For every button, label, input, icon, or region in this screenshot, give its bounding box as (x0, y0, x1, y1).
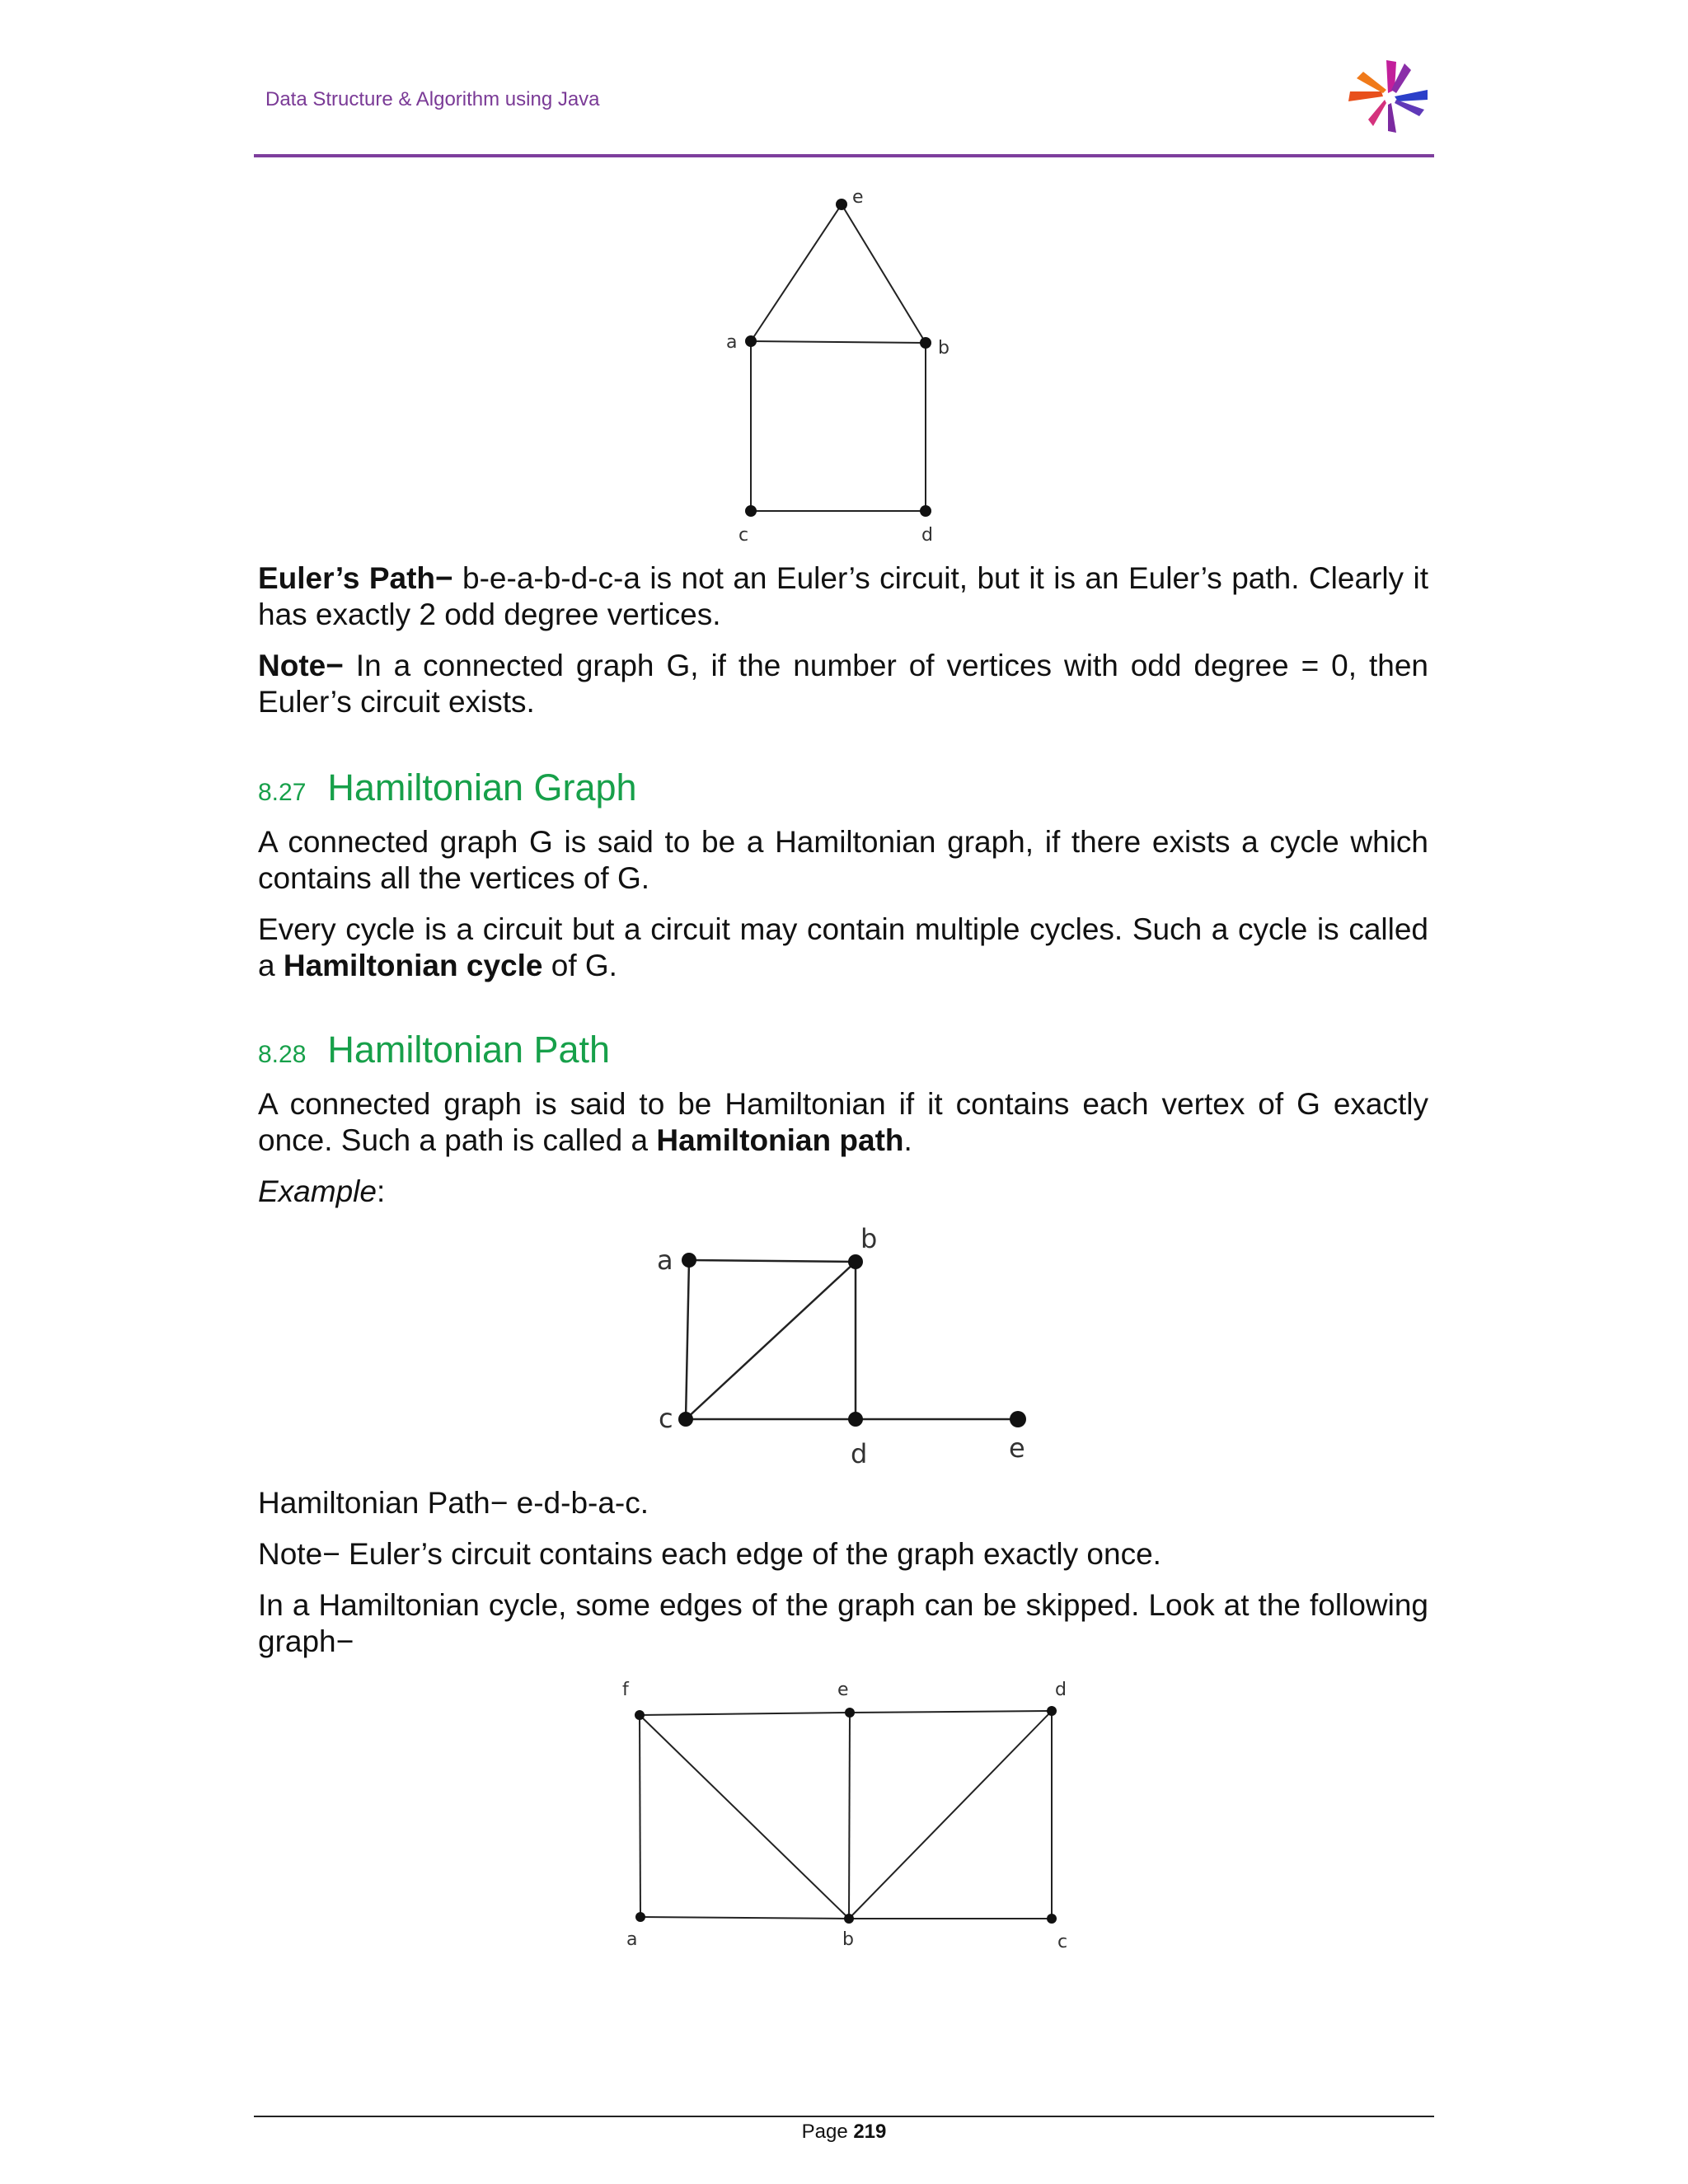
vertex-b (848, 1254, 863, 1269)
figure-hamiltonian-cycle-graph (610, 1673, 1080, 1961)
section-heading-8-27 (258, 766, 637, 809)
vertex-label-a: a (626, 1929, 638, 1950)
euler-path-text: b-e-a-b-d-c-a is not an Euler’s circuit, but it is an Euler’s path. Clearly it has exactly 2 odd degree vertices. (258, 561, 1428, 631)
vertex-c (1047, 1914, 1057, 1924)
hamiltonian-cycle-skip-text: In a Hamiltonian cycle, some edges of the graph can be skipped. Look at the following graph− (258, 1588, 1428, 1658)
vertex-label-a: a (657, 1244, 673, 1276)
vertex-label-c: c (738, 525, 749, 546)
vertex-label-b: b (938, 338, 950, 359)
hamiltonian-graph-definition (258, 824, 1428, 897)
edge-a-b (689, 1260, 856, 1262)
vertex-e (836, 199, 847, 210)
vertex-label-d: d (1055, 1680, 1067, 1700)
vertex-label-c: c (1057, 1932, 1068, 1952)
example-colon: : (376, 1174, 386, 1208)
page-footer (0, 2121, 1688, 2144)
hamiltonian-cycle-term: Hamiltonian cycle (283, 949, 543, 982)
vertex-b (920, 337, 931, 349)
vertex-c (745, 505, 757, 517)
note-text: In a connected graph G, if the number of vertices with odd degree = 0, then Euler’s circuit exists. (258, 649, 1428, 719)
example-label (258, 1174, 1428, 1210)
vertex-label-f: f (622, 1680, 629, 1700)
vertex-d (920, 505, 931, 517)
hamiltonian-path-term: Hamiltonian path (656, 1123, 904, 1157)
hamiltonian-cycle-paragraph (258, 912, 1428, 984)
pinwheel-logo-icon (1345, 54, 1436, 136)
hamiltonian-path-text-start: A connected graph is said to be Hamiltonian if it contains each vertex of G exactly once. Such a path is called a (258, 1087, 1428, 1157)
vertex-label-a: a (726, 332, 738, 353)
hamiltonian-path-example-text: Hamiltonian Path− e-d-b-a-c. (258, 1486, 649, 1520)
euler-circuit-note (258, 1536, 1428, 1572)
page-number: 219 (853, 2121, 887, 2143)
edge-e-a (751, 204, 842, 341)
vertex-label-c: c (659, 1403, 673, 1434)
vertex-label-e: e (1009, 1432, 1025, 1464)
section-title: Hamiltonian Path (327, 1029, 611, 1071)
edge-f-e (640, 1713, 850, 1715)
vertex-d (1047, 1706, 1057, 1716)
hamiltonian-cycle-skip-paragraph (258, 1587, 1428, 1660)
vertex-label-b: b (860, 1223, 878, 1254)
edge-a-c (686, 1260, 689, 1419)
vertex-label-b: b (842, 1929, 854, 1950)
vertex-b (844, 1914, 854, 1924)
footer-rule (254, 2116, 1434, 2117)
figure-hamiltonian-path-graph (643, 1220, 1055, 1475)
euler-path-label: Euler’s Path− (258, 561, 453, 595)
vertex-f (635, 1710, 645, 1720)
vertex-d (848, 1412, 863, 1427)
house-graph-edges (751, 204, 926, 511)
path-graph-edges (686, 1260, 1018, 1419)
edge-e-d (850, 1711, 1052, 1713)
note-paragraph (258, 648, 1428, 720)
hamiltonian-path-example (258, 1485, 1428, 1521)
header-rule (254, 154, 1434, 157)
vertex-c (678, 1412, 693, 1427)
vertex-a (682, 1253, 696, 1268)
section-heading-8-28 (258, 1029, 610, 1071)
edge-e-b (842, 204, 926, 343)
hamiltonian-cycle-text-end: of G. (542, 949, 617, 982)
vertex-a (635, 1912, 645, 1922)
hamiltonian-cycle-text-start: Every cycle is a circuit but a circuit may contain multiple cycles. Such a cycle is called a (258, 912, 1428, 982)
vertex-e (1010, 1411, 1026, 1427)
figure-house-graph (709, 177, 981, 548)
page-label: Page (801, 2121, 854, 2143)
edge-d-b (849, 1711, 1052, 1919)
hamiltonian-path-text-end: . (903, 1123, 912, 1157)
euler-circuit-note-text: Note− Euler’s circuit contains each edge of the graph exactly once. (258, 1537, 1161, 1571)
euler-path-paragraph (258, 560, 1428, 633)
cycle-graph-edges (640, 1711, 1052, 1919)
section-number: 8.28 (258, 1041, 307, 1068)
hamiltonian-graph-definition-text: A connected graph G is said to be a Hamiltonian graph, if there exists a cycle which contains all the vertices of G. (258, 825, 1428, 895)
section-number: 8.27 (258, 779, 307, 806)
note-label: Note− (258, 649, 344, 682)
vertex-e (845, 1708, 855, 1718)
vertex-label-e: e (837, 1680, 849, 1700)
edge-b-c (686, 1262, 856, 1419)
vertex-label-d: d (851, 1438, 868, 1469)
hamiltonian-path-definition (258, 1086, 1428, 1159)
edge-f-b (640, 1715, 849, 1919)
example-italic: Example (258, 1174, 377, 1208)
section-title: Hamiltonian Graph (327, 766, 637, 808)
vertex-label-e: e (852, 187, 864, 208)
edge-e-b (849, 1713, 850, 1919)
vertex-a (745, 335, 757, 347)
page-header (0, 0, 1688, 165)
header-title: Data Structure & Algorithm using Java (265, 88, 600, 110)
edge-a-b (751, 341, 926, 343)
vertex-label-d: d (921, 525, 933, 546)
edge-a-b (640, 1917, 849, 1919)
